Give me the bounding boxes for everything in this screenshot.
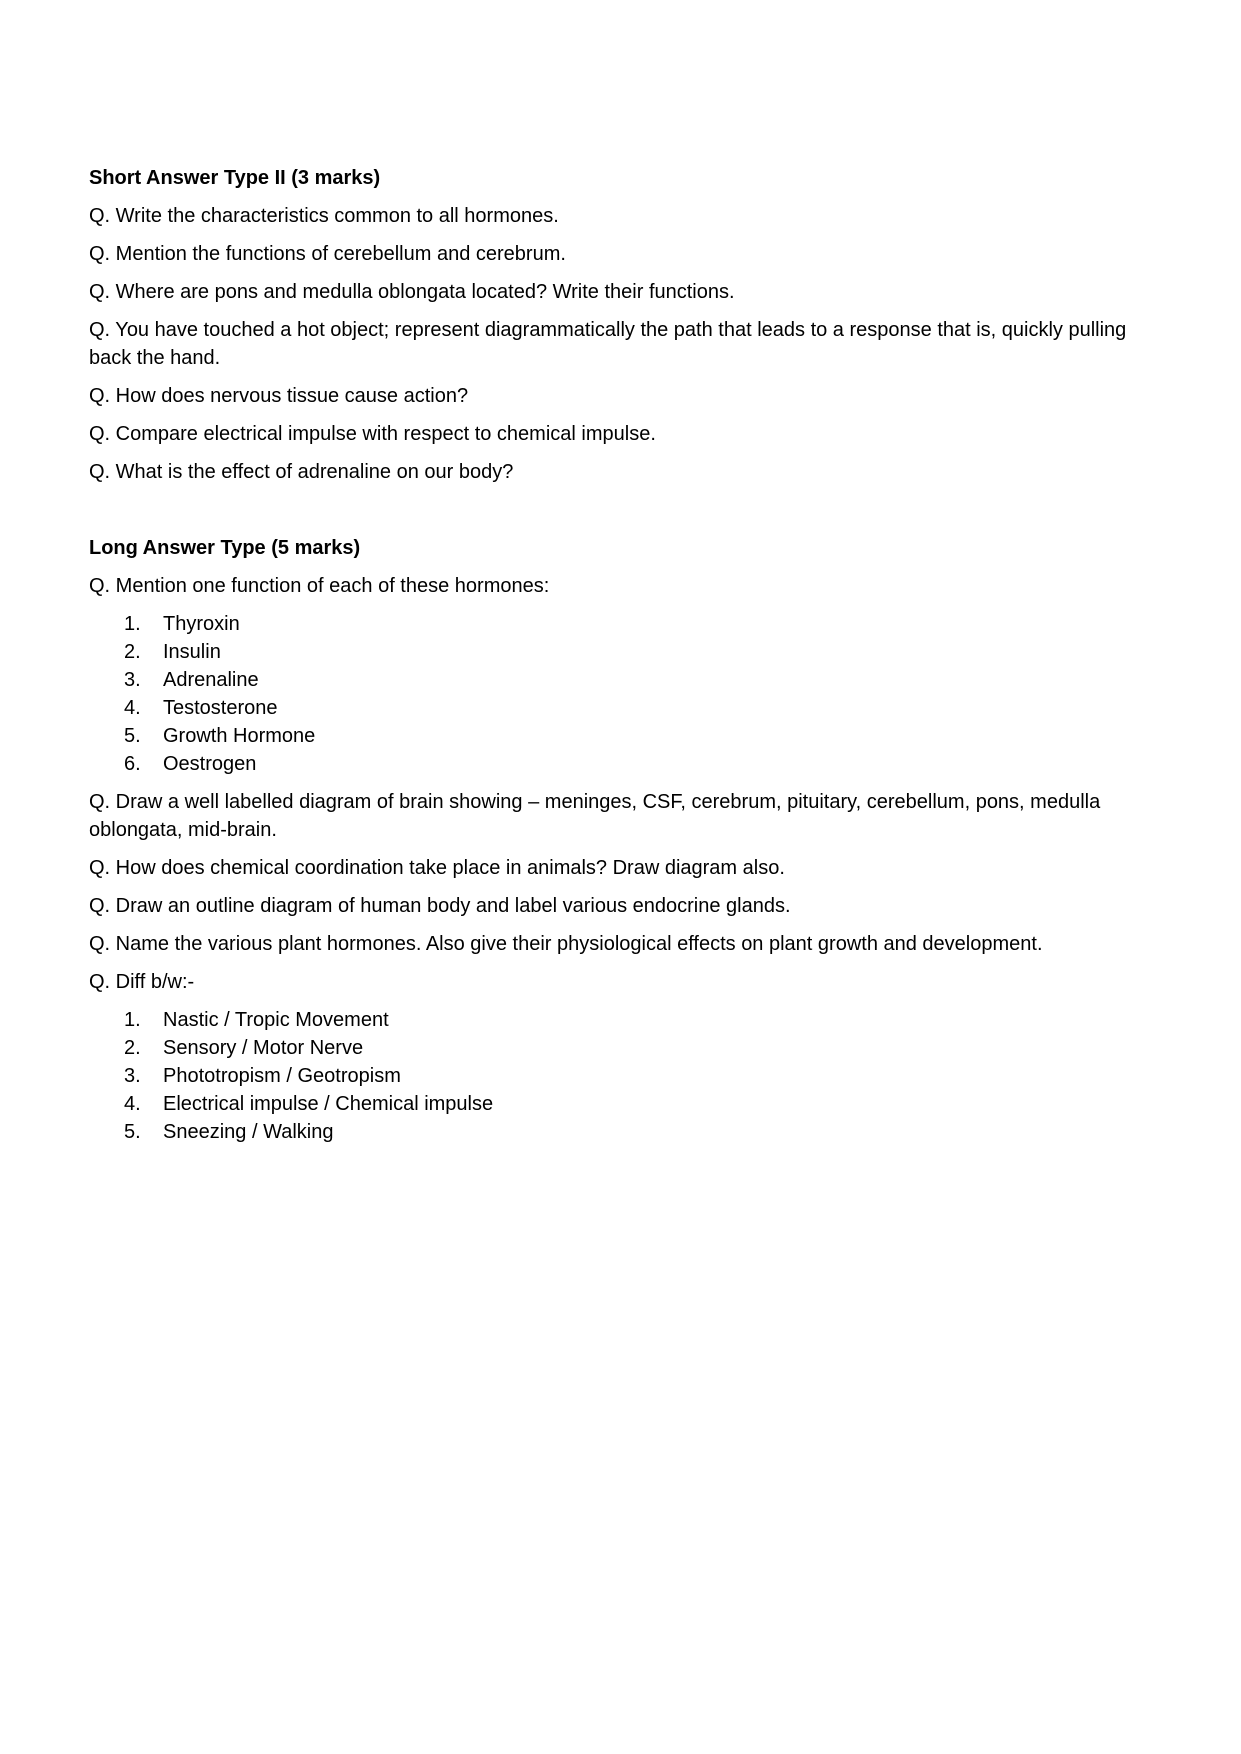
- list-item: [89, 666, 1169, 694]
- list-number: 4.: [124, 1093, 141, 1115]
- list-text: Oestrogen: [163, 753, 257, 775]
- list-text: Phototropism / Geotropism: [163, 1065, 401, 1087]
- list-number: 5.: [124, 725, 141, 747]
- list-number: 4.: [124, 697, 141, 719]
- list-text: Thyroxin: [163, 613, 240, 635]
- long-question-2: Q. Draw a well labelled diagram of brain showing – meninges, CSF, cerebrum, pituitary, cerebellum, pons, medulla oblongata, mid-brain.: [89, 791, 1101, 841]
- short-question-2: Q. Mention the functions of cerebellum and cerebrum.: [89, 243, 566, 265]
- short-question-3: Q. Where are pons and medulla oblongata located? Write their functions.: [89, 281, 735, 303]
- long-question-3: Q. How does chemical coordination take place in animals? Draw diagram also.: [89, 857, 785, 879]
- long-answer-heading: Long Answer Type (5 marks): [89, 537, 361, 559]
- long-question-6: Q. Diff b/w:-: [89, 971, 195, 993]
- list-text: Sneezing / Walking: [163, 1121, 334, 1143]
- list-item: [89, 1006, 1169, 1034]
- list-item: [89, 1034, 1169, 1062]
- short-question-6: Q. Compare electrical impulse with respect to chemical impulse.: [89, 423, 656, 445]
- list-number: 5.: [124, 1121, 141, 1143]
- list-text: Insulin: [163, 641, 221, 663]
- long-question-5: Q. Name the various plant hormones. Also give their physiological effects on plant growth and development.: [89, 933, 1043, 955]
- list-text: Adrenaline: [163, 669, 259, 691]
- document-content: [89, 164, 1169, 1156]
- list-item: [89, 722, 1169, 750]
- list-text: Electrical impulse / Chemical impulse: [163, 1093, 494, 1115]
- short-question-4: Q. You have touched a hot object; represent diagrammatically the path that leads to a response that is, quickly pulling back the hand.: [89, 319, 1127, 369]
- long-question-4: Q. Draw an outline diagram of human body and label various endocrine glands.: [89, 895, 791, 917]
- list-text: Growth Hormone: [163, 725, 316, 747]
- list-number: 1.: [124, 1009, 141, 1031]
- list-number: 2.: [124, 641, 141, 663]
- list-item: [89, 1090, 1169, 1118]
- list-text: Nastic / Tropic Movement: [163, 1009, 389, 1031]
- list-number: 1.: [124, 613, 141, 635]
- hormone-list: [89, 610, 1169, 778]
- list-item: [89, 694, 1169, 722]
- list-item: [89, 750, 1169, 778]
- short-question-5: Q. How does nervous tissue cause action?: [89, 385, 469, 407]
- section-spacer: [89, 496, 1169, 534]
- list-text: Sensory / Motor Nerve: [163, 1037, 364, 1059]
- short-question-1: Q. Write the characteristics common to all hormones.: [89, 205, 559, 227]
- list-number: 3.: [124, 669, 141, 691]
- list-number: 3.: [124, 1065, 141, 1087]
- list-item: [89, 1062, 1169, 1090]
- short-question-7: Q. What is the effect of adrenaline on our body?: [89, 461, 514, 483]
- list-number: 2.: [124, 1037, 141, 1059]
- short-answer-heading: Short Answer Type II (3 marks): [89, 167, 381, 189]
- list-item: [89, 610, 1169, 638]
- list-item: [89, 1118, 1169, 1146]
- difference-list: [89, 1006, 1169, 1146]
- long-question-1: Q. Mention one function of each of these hormones:: [89, 575, 550, 597]
- list-number: 6.: [124, 753, 141, 775]
- list-item: [89, 638, 1169, 666]
- list-text: Testosterone: [163, 697, 278, 719]
